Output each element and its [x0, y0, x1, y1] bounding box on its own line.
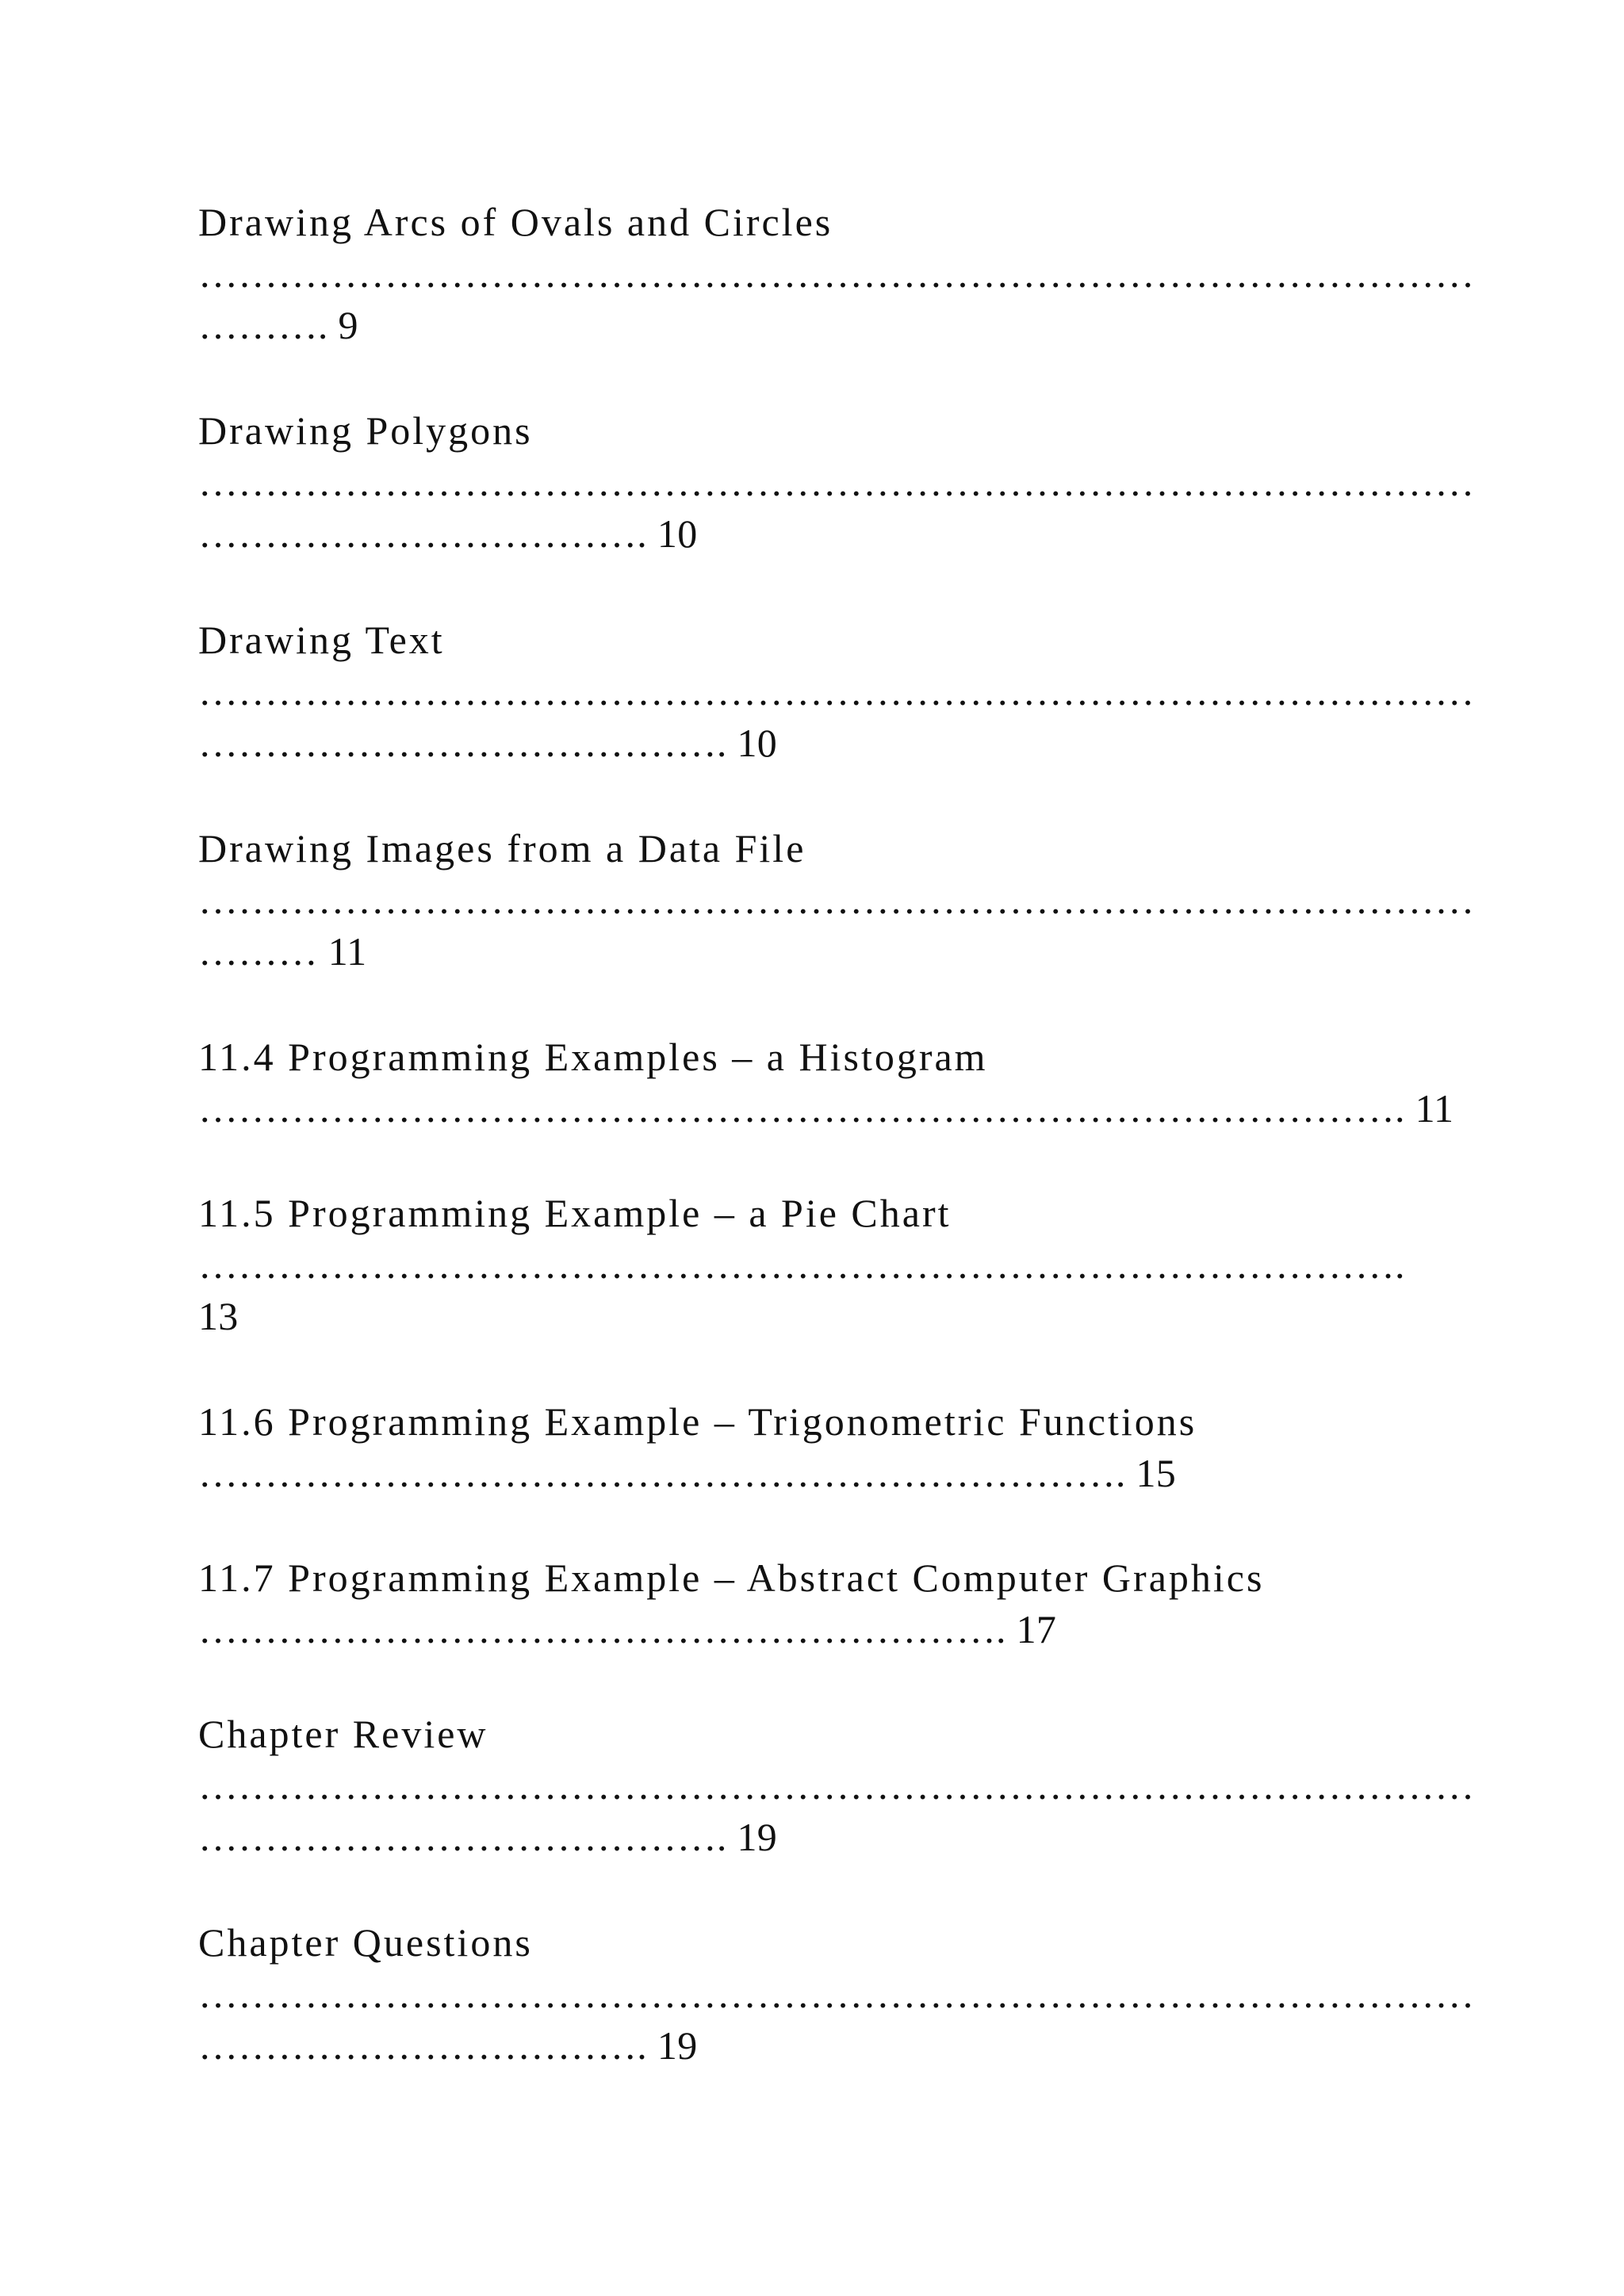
toc-entry-page-number: ……… 11 — [198, 929, 367, 974]
toc-entry-leader: …………………………………………………………………………………… — [198, 460, 1475, 504]
toc-entry-leader: …………………………………………………………………………………… — [198, 669, 1475, 714]
toc-entry-title: 11.6 Programming Example – Trigonometric Functions — [198, 1399, 1197, 1444]
toc-entry-title: Drawing Polygons — [198, 408, 533, 453]
toc-entry-page-number: …………………………………. 19 — [198, 1815, 778, 1859]
toc-entry-title: 11.5 Programming Example – a Pie Chart — [198, 1191, 952, 1235]
toc-entry-page-number: ……………………………. 10 — [198, 511, 698, 556]
toc-entry-title: Chapter Review — [198, 1712, 488, 1756]
toc-entry-title: Drawing Arcs of Ovals and Circles — [198, 200, 833, 244]
toc-entry-leader: …………………………………………………………………………………… — [198, 1763, 1475, 1808]
toc-entry-title: Drawing Text — [198, 618, 445, 662]
toc-entry-leader: …………………………………………………………………………………… — [198, 878, 1475, 922]
toc-entry-title: Drawing Images from a Data File — [198, 826, 806, 871]
toc-entry-page-number: ………. 9 — [198, 303, 358, 347]
toc-entry-leader: …………………………………………………………………………………… — [198, 251, 1475, 296]
toc-entry-title: 11.7 Programming Example – Abstract Computer Graphics — [198, 1556, 1265, 1600]
toc-entry-page-number: …………………………………. 10 — [198, 721, 778, 765]
toc-entry-leader: ………………………………………………………………………………. — [198, 1242, 1405, 1287]
toc-entry-leader: ……………………………………………………………. 15 — [198, 1451, 1177, 1495]
toc-entry-leader: ………………………………………………………………………………. 11 — [198, 1086, 1454, 1131]
toc-entry-title: 11.4 Programming Examples – a Histogram — [198, 1035, 988, 1079]
toc-entry-page-number: ……………………………. 19 — [198, 2023, 698, 2068]
toc-entry-page-number: 13 — [198, 1294, 239, 1338]
toc-entry-leader: …………………………………………………………………………………… — [198, 1972, 1475, 2016]
toc-entry-title: Chapter Questions — [198, 1920, 533, 1965]
toc-entry-leader: ……………………………………………………. 17 — [198, 1607, 1057, 1651]
